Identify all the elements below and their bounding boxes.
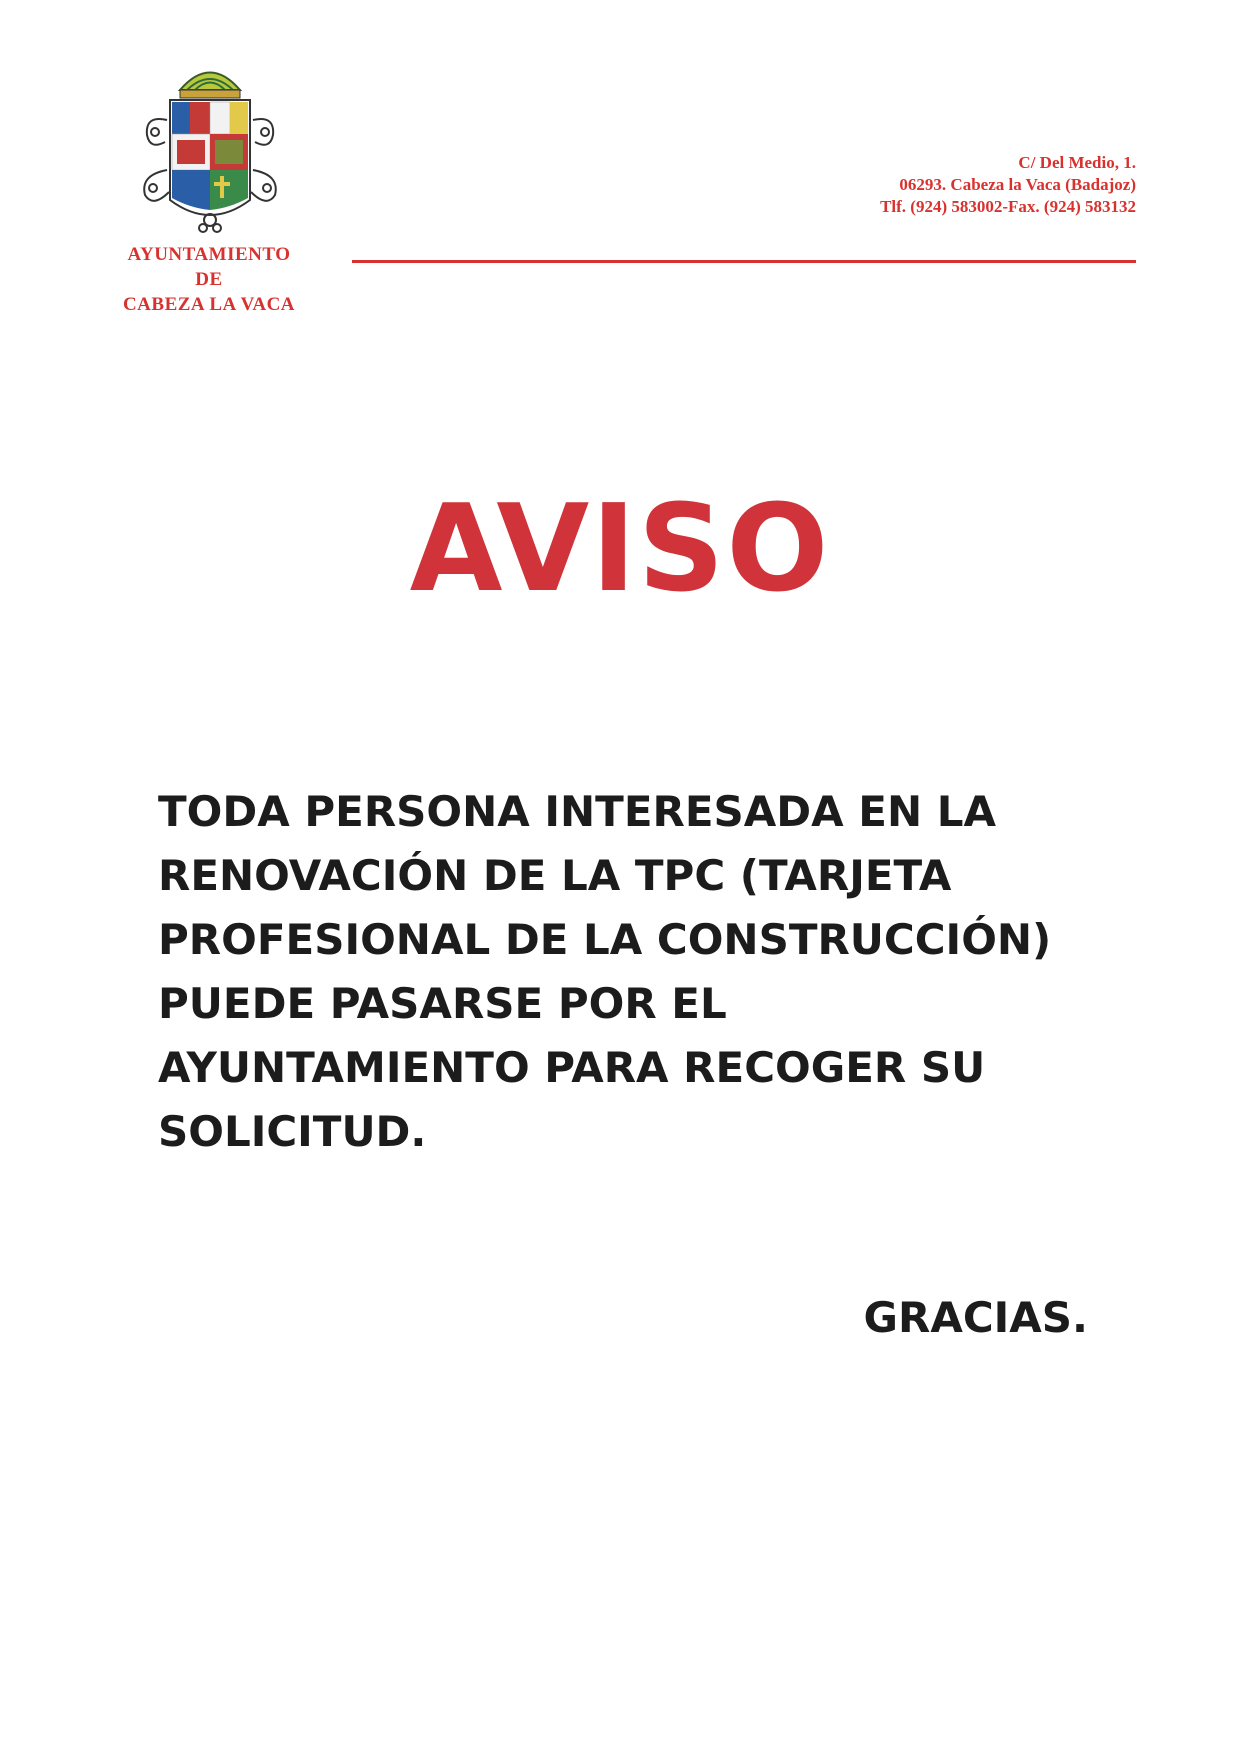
notice-line-3: PROFESIONAL DE LA CONSTRUCCIÓN) — [158, 915, 1052, 964]
notice-line-6: SOLICITUD. — [158, 1107, 427, 1156]
notice-line-2: RENOVACIÓN DE LA TPC (TARJETA — [158, 851, 952, 900]
org-name-line-2: DE — [195, 269, 223, 290]
org-name-line-1: AYUNTAMIENTO — [127, 244, 291, 265]
closing-thanks: GRACIAS. — [863, 1293, 1088, 1342]
address-city: 06293. Cabeza la Vaca (Badajoz) — [899, 175, 1136, 194]
header-divider — [352, 260, 1136, 263]
notice-title: AVISO — [409, 480, 831, 619]
address-street: C/ Del Medio, 1. — [1018, 153, 1136, 172]
crown-icon — [180, 73, 240, 99]
notice-line-5: AYUNTAMIENTO PARA RECOGER SU — [158, 1043, 986, 1092]
address-phone-fax: Tlf. (924) 583002-Fax. (924) 583132 — [880, 197, 1136, 216]
org-name-line-3: CABEZA LA VACA — [122, 294, 296, 315]
organization-name — [96, 242, 322, 317]
coat-of-arms-icon — [125, 60, 295, 235]
address-block — [880, 152, 1136, 218]
notice-line-4: PUEDE PASARSE POR EL — [158, 979, 727, 1028]
notice-line-1: TODA PERSONA INTERESADA EN LA — [158, 787, 997, 836]
notice-body — [158, 780, 1098, 1164]
